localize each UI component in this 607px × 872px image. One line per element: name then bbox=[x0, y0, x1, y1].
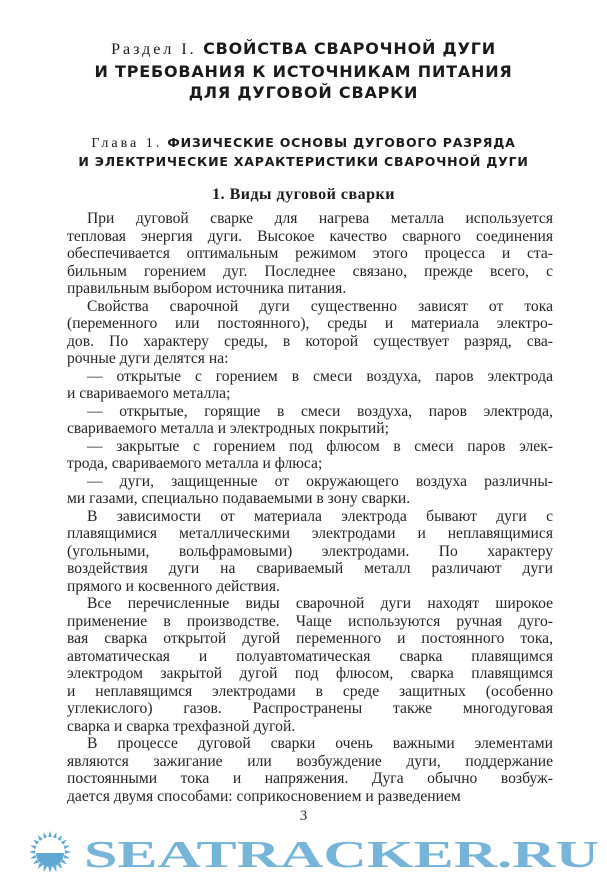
text-line: Все перечисленные виды сварочной дуги находят широкое bbox=[87, 595, 553, 612]
text-line: (переменного или постоянного), среды и материала электро- bbox=[67, 315, 553, 332]
section-title-line: СВОЙСТВА СВАРОЧНОЙ ДУГИ bbox=[203, 39, 496, 58]
chapter-title-line: И ЭЛЕКТРИЧЕСКИЕ ХАРАКТЕРИСТИКИ СВАРОЧНОЙ ДУГИ bbox=[78, 154, 529, 169]
text-line: углекислого) газов. Распространены также многодуговая bbox=[67, 700, 553, 717]
text-line: и неплавящимся электродами в среде защитных (особенно bbox=[67, 682, 553, 700]
text-line: являются зажигание или возбуждение дуги, поддержание bbox=[67, 752, 553, 770]
sun-ray bbox=[48, 867, 52, 872]
chapter-heading bbox=[0, 134, 607, 171]
sun-ray bbox=[64, 855, 70, 859]
text-line: постоянными тока и напряжения. Дуга обычно возбуж- bbox=[67, 770, 553, 787]
sun-ray bbox=[64, 846, 70, 850]
text-line: и свариваемого металла; bbox=[67, 385, 231, 402]
subsection-title: 1. Виды дуговой сварки bbox=[212, 186, 395, 203]
sun-ray bbox=[30, 846, 36, 850]
sun-icon bbox=[29, 831, 71, 872]
section-heading bbox=[0, 38, 607, 104]
text-line: — дуги, защищенные от окружающего воздуха различны- bbox=[87, 472, 553, 490]
section-title-line: И ТРЕБОВАНИЯ К ИСТОЧНИКАМ ПИТАНИЯ bbox=[94, 61, 513, 81]
chapter-title-line: ФИЗИЧЕСКИЕ ОСНОВЫ ДУГОВОГО РАЗРЯДА bbox=[167, 135, 516, 150]
text-line: ми газами, специально подаваемыми в зону сварки. bbox=[67, 490, 411, 507]
text-line: дается двумя способами: соприкосновением и разведением bbox=[67, 787, 461, 805]
text-line: (угольными, вольфрамовыми) электродами. По характеру bbox=[67, 542, 553, 560]
sun-ray bbox=[30, 855, 36, 859]
text-line: — открытые с горением в смеси воздуха, паров электрода bbox=[87, 367, 553, 385]
text-line: воздействия дуги на свариваемый металл различают дуги bbox=[67, 560, 553, 577]
text-line: В процессе дуговой сварки очень важными элементами bbox=[87, 735, 553, 752]
text-line: применение в производстве. Чаще используются ручная дуго- bbox=[67, 612, 553, 630]
text-line: Свойства сварочной дуги существенно зависят от тока bbox=[87, 297, 553, 315]
text-line: При дуговой сварке для нагрева металла используется bbox=[87, 210, 553, 227]
text-line: бильным горением дуг. Последнее связано, прежде всего, с bbox=[67, 262, 553, 280]
text-line: дов. По характеру среды, в которой существует разряд, сва- bbox=[67, 332, 553, 350]
watermark bbox=[0, 830, 607, 872]
section-label: Раздел I. bbox=[111, 41, 197, 58]
text-line: трода, свариваемого металла и флюса; bbox=[67, 455, 323, 472]
text-line: вая сварка открытой дугой переменного и постоянного тока, bbox=[67, 630, 553, 647]
sun-ray bbox=[48, 831, 52, 837]
watermark-text: SEATRACKER.RU bbox=[84, 834, 599, 872]
text-line: свариваемого металла и электродных покрытий; bbox=[67, 420, 389, 437]
text-line: электродом закрытой дугой под флюсом, сварка плавящимся bbox=[67, 665, 553, 682]
body-text bbox=[67, 210, 553, 805]
text-line: — открытые, горящие в смеси воздуха, паров электрода, bbox=[87, 402, 553, 420]
text-line: рочные дуги делятся на: bbox=[67, 350, 229, 367]
text-line: автоматическая и полуавтоматическая сварка плавящимся bbox=[67, 647, 553, 665]
text-line: плавящимися металлическими электродами и неплавящимися bbox=[67, 525, 553, 542]
text-line: В зависимости от материала электрода бывают дуги с bbox=[87, 507, 553, 525]
chapter-label: Глава 1. bbox=[91, 136, 163, 151]
text-line: — закрытые с горением под флюсом в смеси паров элек- bbox=[87, 437, 553, 455]
sun-ray bbox=[29, 850, 35, 854]
text-line: обеспечивается оптимальным режимом этого процесса и ста- bbox=[67, 245, 553, 262]
page-number: 3 bbox=[299, 808, 308, 824]
text-line: правильным выбором источника питания. bbox=[67, 280, 347, 297]
text-line: тепловая энергия дуги. Высокое качество сварного соединения bbox=[67, 227, 553, 245]
section-title-line: ДЛЯ ДУГОВОЙ СВАРКИ bbox=[188, 83, 419, 102]
text-line: сварка и сварка трехфазной дугой. bbox=[67, 717, 296, 735]
sun-ray bbox=[65, 850, 71, 854]
text-line: прямого и косвенного действия. bbox=[67, 577, 280, 595]
